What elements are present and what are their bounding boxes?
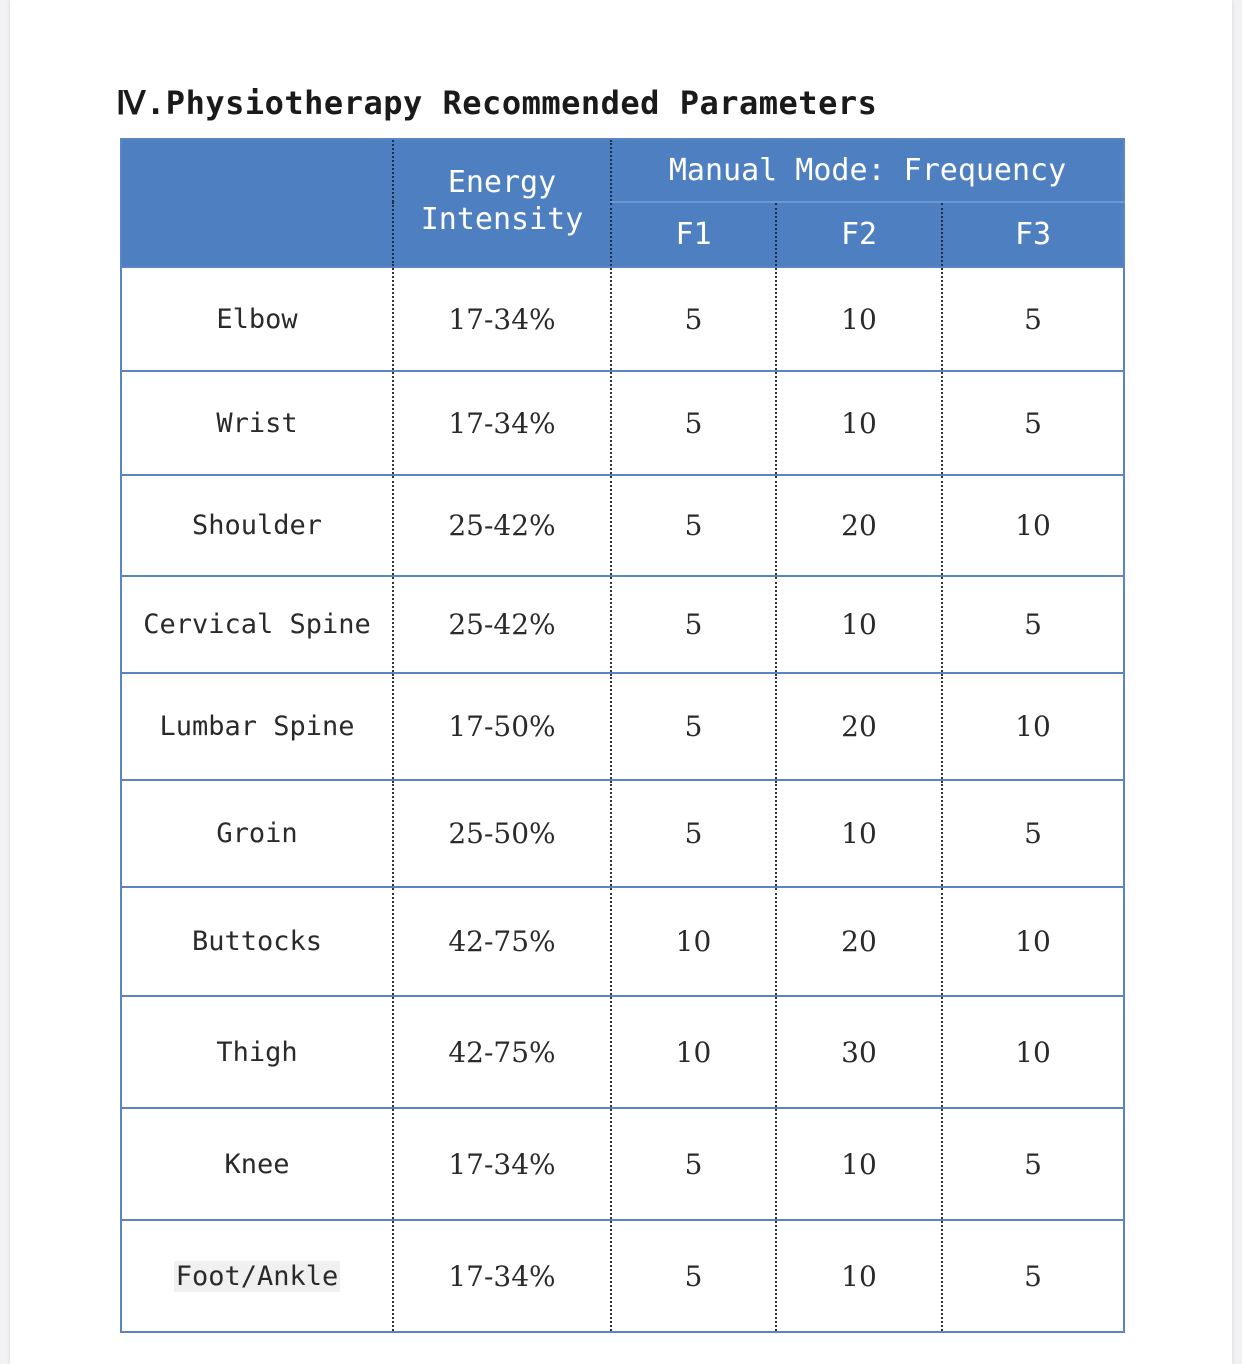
header-corner-bottom: [121, 202, 393, 267]
body-part: Knee: [121, 1108, 393, 1220]
freq-f1: 5: [611, 267, 776, 371]
freq-f2: 10: [776, 780, 942, 887]
energy-intensity: 25-42%: [393, 475, 611, 576]
header-f3: F3: [942, 202, 1124, 267]
freq-f1: 5: [611, 1108, 776, 1220]
freq-f1: 5: [611, 1220, 776, 1332]
section-title: Ⅳ.Physiotherapy Recommended Parameters: [116, 84, 878, 122]
energy-intensity: 42-75%: [393, 887, 611, 996]
energy-intensity: 17-34%: [393, 371, 611, 475]
table-row: [121, 780, 1124, 887]
table-row: [121, 1220, 1124, 1332]
body-part: Cervical Spine: [121, 576, 393, 673]
parameters-table: [120, 138, 1125, 1333]
table-row: [121, 673, 1124, 780]
header-f1: F1: [611, 202, 776, 267]
freq-f2: 10: [776, 576, 942, 673]
header-corner: [121, 139, 393, 202]
energy-intensity: 17-34%: [393, 1108, 611, 1220]
freq-f2: 10: [776, 371, 942, 475]
energy-intensity: 17-34%: [393, 267, 611, 371]
document-page: [10, 0, 1232, 1364]
energy-intensity: 25-50%: [393, 780, 611, 887]
freq-f1: 5: [611, 780, 776, 887]
energy-intensity: 17-50%: [393, 673, 611, 780]
header-energy-line2: Intensity: [393, 202, 611, 267]
table-row: [121, 887, 1124, 996]
freq-f3: 5: [942, 576, 1124, 673]
energy-intensity: 17-34%: [393, 1220, 611, 1332]
freq-f3: 10: [942, 996, 1124, 1108]
body-part: [121, 1220, 393, 1332]
energy-intensity: 25-42%: [393, 576, 611, 673]
header-manual-mode: Manual Mode: Frequency: [611, 139, 1124, 202]
body-part-label: Foot/Ankle: [175, 1260, 339, 1292]
freq-f1: 5: [611, 475, 776, 576]
body-part: Lumbar Spine: [121, 673, 393, 780]
freq-f3: 10: [942, 475, 1124, 576]
freq-f2: 20: [776, 673, 942, 780]
table-row: [121, 267, 1124, 371]
freq-f3: 10: [942, 673, 1124, 780]
freq-f2: 10: [776, 1108, 942, 1220]
freq-f3: 10: [942, 887, 1124, 996]
freq-f2: 10: [776, 1220, 942, 1332]
table-row: [121, 371, 1124, 475]
freq-f2: 30: [776, 996, 942, 1108]
header-f2: F2: [776, 202, 942, 267]
body-part: Wrist: [121, 371, 393, 475]
freq-f3: 5: [942, 780, 1124, 887]
body-part: Thigh: [121, 996, 393, 1108]
freq-f1: 5: [611, 371, 776, 475]
freq-f2: 20: [776, 887, 942, 996]
freq-f3: 5: [942, 371, 1124, 475]
freq-f1: 10: [611, 887, 776, 996]
body-part: Buttocks: [121, 887, 393, 996]
body-part: Elbow: [121, 267, 393, 371]
energy-intensity: 42-75%: [393, 996, 611, 1108]
freq-f1: 5: [611, 576, 776, 673]
freq-f2: 10: [776, 267, 942, 371]
body-part: Shoulder: [121, 475, 393, 576]
freq-f3: 5: [942, 267, 1124, 371]
freq-f2: 20: [776, 475, 942, 576]
table-row: [121, 996, 1124, 1108]
table-row: [121, 1108, 1124, 1220]
body-part: Groin: [121, 780, 393, 887]
freq-f3: 5: [942, 1108, 1124, 1220]
table-row: [121, 576, 1124, 673]
freq-f1: 10: [611, 996, 776, 1108]
table-row: [121, 475, 1124, 576]
header-energy-line1: Energy: [393, 139, 611, 202]
freq-f3: 5: [942, 1220, 1124, 1332]
freq-f1: 5: [611, 673, 776, 780]
